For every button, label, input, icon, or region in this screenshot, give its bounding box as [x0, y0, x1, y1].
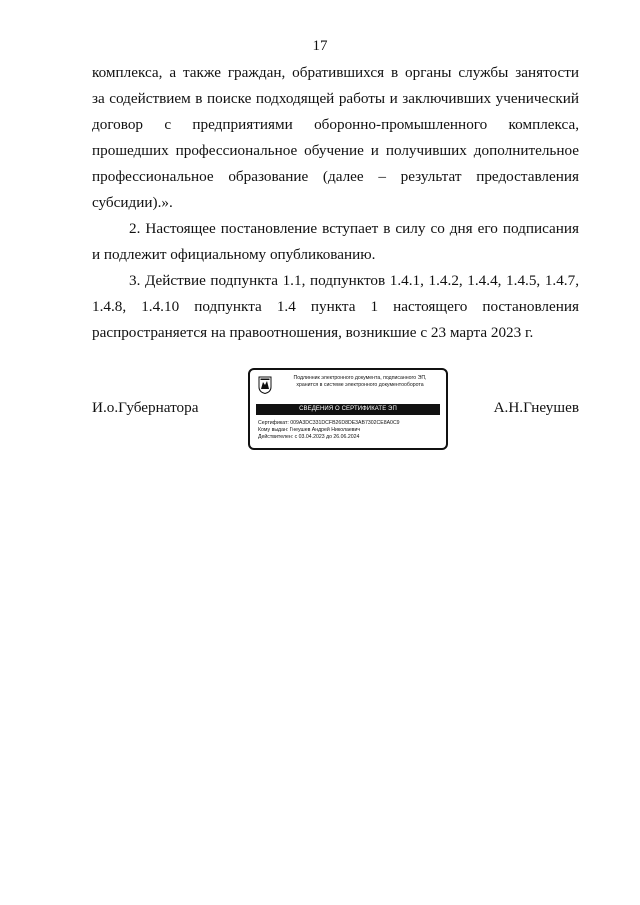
- text-line-6: субсидии).».: [92, 194, 173, 211]
- text-line-5: профессиональное образование (далее – результат предоставления: [92, 168, 579, 185]
- validity-value: с 03.04.2023 до 26.06.2024: [294, 434, 360, 440]
- issued-to-row: [258, 427, 442, 434]
- validity-row: [258, 434, 442, 441]
- coat-of-arms-icon: [258, 376, 272, 394]
- signer-name: А.Н.Гнеушев: [493, 399, 579, 416]
- text-line-2: за содействием в поиске подходящей работы и заключивших ученический: [92, 90, 579, 107]
- text-line-7: 2. Настоящее постановление вступает в силу со дня его подписания: [129, 220, 579, 237]
- text-line-10: 1.4.8, 1.4.10 подпункта 1.4 пункта 1 настоящего постановления: [92, 298, 579, 315]
- certificate-label: Сертификат:: [258, 420, 289, 426]
- text-line-1: комплекса, а также граждан, обратившихся в органы службы занятости: [92, 64, 579, 81]
- document-body: [92, 60, 579, 346]
- stamp-title-bar: СВЕДЕНИЯ О СЕРТИФИКАТЕ ЭП: [256, 404, 440, 415]
- stamp-header-line-2: хранится в системе электронного документооборота: [296, 381, 424, 388]
- text-line-11: распространяется на правоотношения, возникшие с 23 марта 2023 г.: [92, 324, 534, 341]
- signer-position: И.о.Губернатора: [92, 399, 199, 416]
- stamp-header-line-1: Подлинник электронного документа, подписанного ЭП,: [293, 375, 427, 381]
- text-line-9: 3. Действие подпункта 1.1, подпунктов 1.4.1, 1.4.2, 1.4.4, 1.4.5, 1.4.7,: [129, 272, 579, 289]
- stamp-details: [258, 420, 442, 441]
- issued-to-value: Гнеушев Андрей Николаевич: [289, 427, 361, 433]
- validity-label: Действителен:: [258, 434, 294, 440]
- page-number: 17: [312, 38, 328, 54]
- text-line-3: договор с предприятиями оборонно-промышленного комплекса,: [92, 116, 579, 133]
- certificate-value: 009A3DC331DCFB26D8DE3AB7302CE8A0C9: [290, 420, 400, 426]
- stamp-header: [276, 375, 444, 388]
- issued-to-label: Кому выдан:: [258, 427, 289, 433]
- text-line-4: прошедших профессиональное обучение и получивших дополнительное: [92, 142, 579, 159]
- certificate-row: [258, 420, 442, 427]
- text-line-8: и подлежит официальному опубликованию.: [92, 246, 376, 263]
- digital-signature-stamp: [248, 368, 448, 450]
